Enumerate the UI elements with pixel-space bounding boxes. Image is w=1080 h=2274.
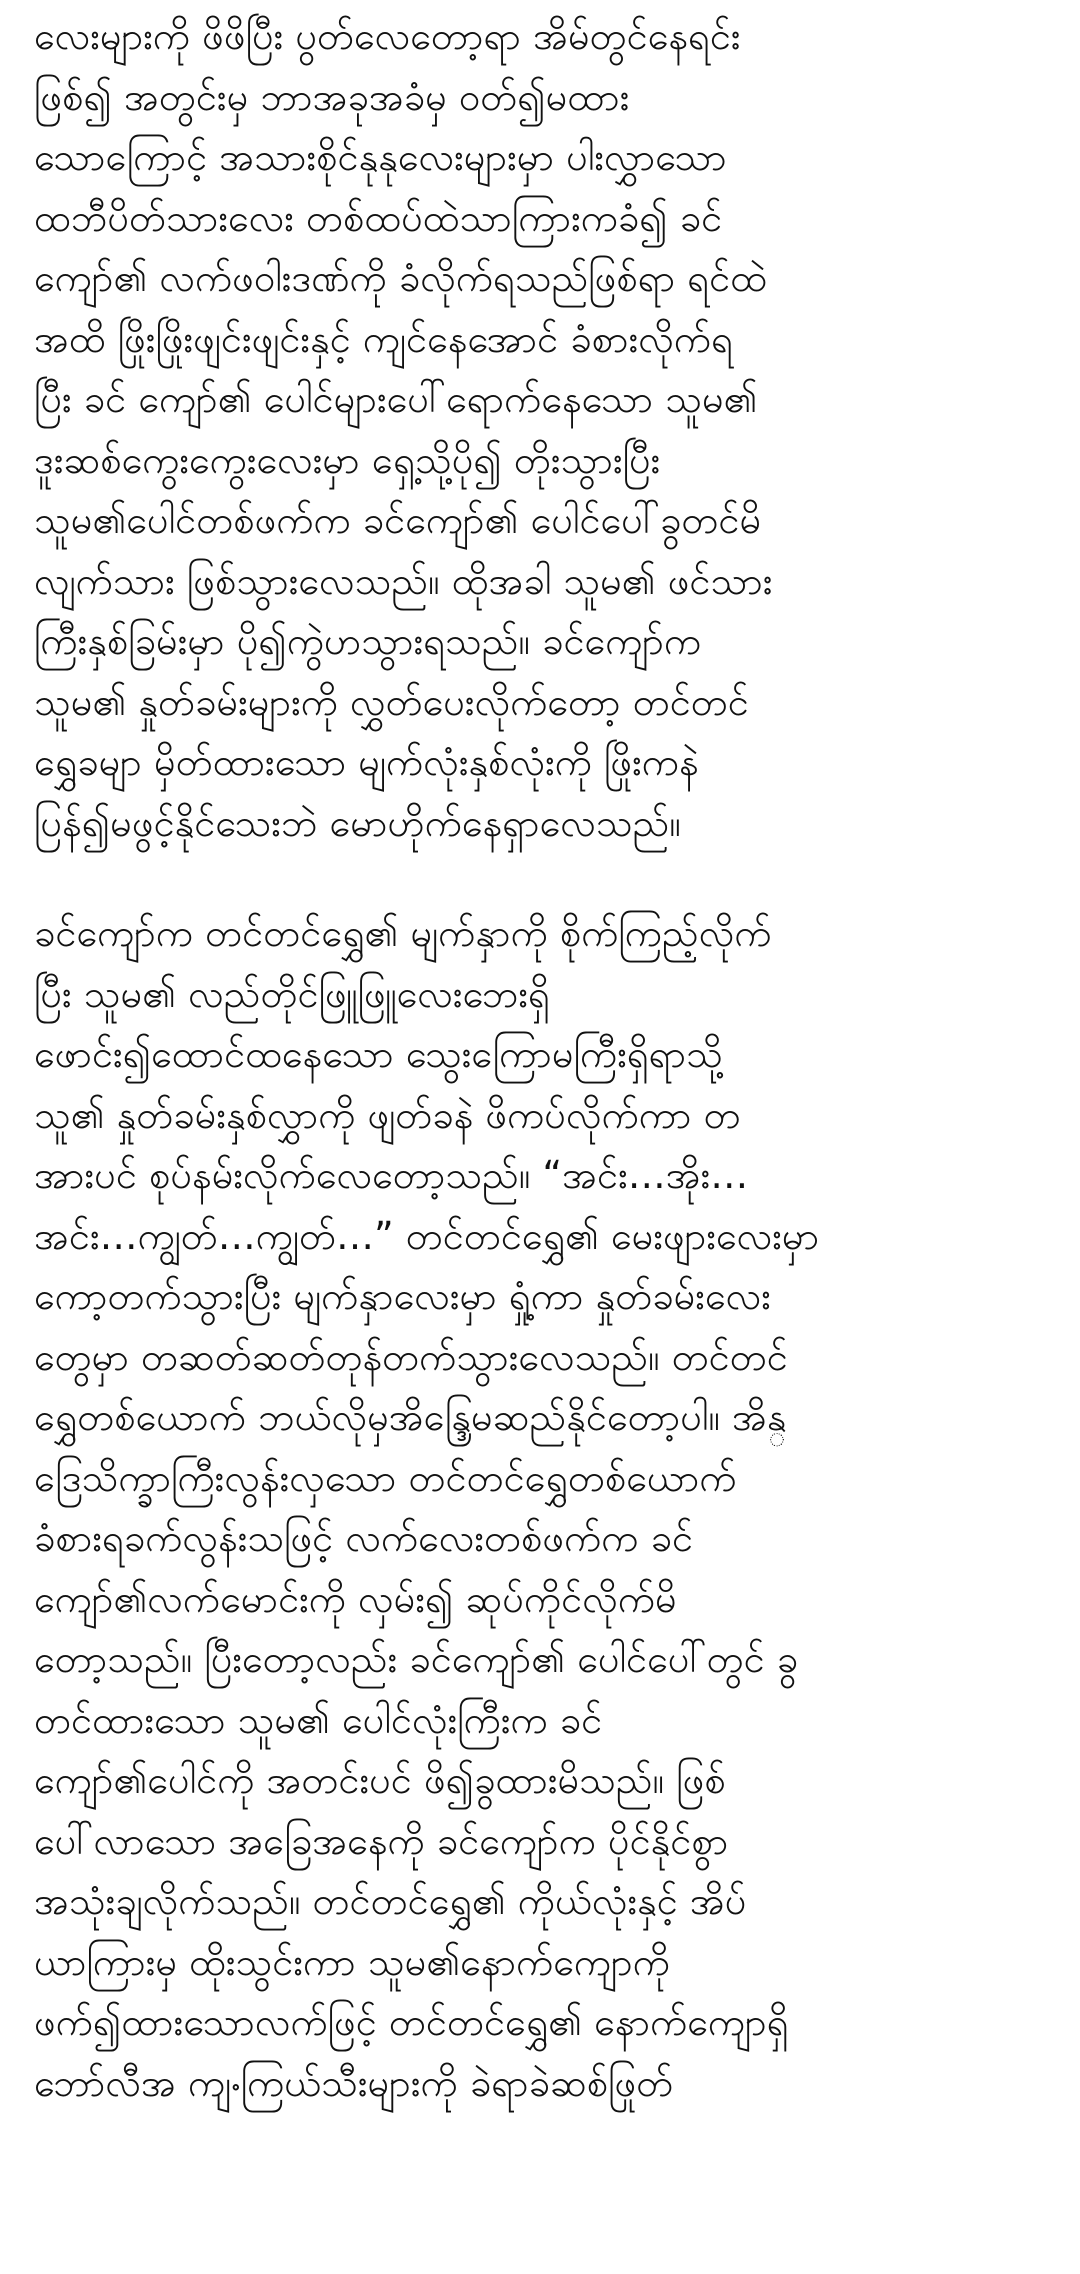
text-line: ကြီးနှစ်ခြမ်းမှာ ပို၍ကွဲဟသွားရသည်။ ခင်ကျော်က [34,619,702,663]
text-line: ဖြစ်၍ အတွင်းမှ ဘာအခုအခံမှ ဝတ်၍မထား [34,74,630,119]
text-line: ဘော်လီအ ကျႋကြယ်သီးများကို ခဲရာခဲဆစ်ဖြုတ် [34,2060,674,2105]
text-line: တော့သည်။ ပြီးတော့လည်း ခင်ကျော်၏ ပေါင်ပေါ်တွင် ခွ [34,1637,799,1681]
text-line: ရွှေတစ်ယောက် ဘယ်လိုမှအိန္ဒြေမဆည်နိုင်တော့ပါ။ အိန္ [34,1395,787,1439]
text-line: ကျော်၏ လက်ဖဝါးဒဏ်ကို ခံလိုက်ရသည်ဖြစ်ရာ ရင်ထဲ [34,256,767,300]
text-line: ပေါ်လာသော အခြေအနေကို ခင်ကျော်က ပိုင်နိုင်စွာ [34,1818,729,1863]
paragraph [34,0,1046,853]
text-line: တွေမှာ တဆတ်ဆတ်တုန်တက်သွားလေသည်။ တင်တင် [34,1334,788,1379]
text-line: ကျော်၏လက်မောင်းကို လှမ်း၍ ဆုပ်ကိုင်လိုက်မိ [34,1576,677,1621]
text-line: ထဘီပိတ်သားလေး တစ်ထပ်ထဲသာကြားကခံ၍ ခင် [34,195,723,240]
text-line: ဖောင်း၍ထောင်ထနေသော သွေးကြောမကြီးရှိရာသို့ [34,1032,723,1076]
text-line: ပြန်၍မဖွင့်နိုင်သေးဘဲ မောဟိုက်နေရှာလေသည်။ [34,800,681,845]
text-line: ခံစားရခက်လွန်းသဖြင့် လက်လေးတစ်ဖက်က ခင် [34,1516,694,1560]
text-line: ခင်ကျော်က တင်တင်ရွှေ၏ မျက်နှာကို စိုက်ကြည့်လိုက် [34,911,772,955]
text-line: ကျော်၏ပေါင်ကို အတင်းပင် ဖိ၍ခွထားမိသည်။ ဖြစ် [34,1758,726,1802]
text-line: လျက်သား ဖြစ်သွားလေသည်။ ထိုအခါ သူမ၏ ဖင်သား [34,558,773,603]
text-line: ပြီး ခင် ကျော်၏ ပေါင်များပေါ်ရောက်နေသော သူမ၏ [34,377,758,421]
text-line: တင်ထားသော သူမ၏ ပေါင်လုံးကြီးက ခင် [34,1697,603,1742]
text-line: ယာကြားမှ ထိုးသွင်းကာ သူမ၏နောက်ကျောကို [34,1939,670,1984]
text-line: သူမ၏ နှုတ်ခမ်းများကို လွှတ်ပေးလိုက်တော့ တင်တင် [34,679,749,724]
text-line: အထိ ဖြိုးဖြိုးဖျင်းဖျင်းနှင့် ကျင်နေအောင် ခံစားလိုက်ရ [34,316,733,361]
text-line: ဖက်၍ထားသောလက်ဖြင့် တင်တင်ရွှေ၏ နောက်ကျောရှိ [34,2000,789,2044]
text-line: အသုံးချလိုက်သည်။ တင်တင်ရွှေ၏ ကိုယ်လုံးနှင့် အိပ် [34,1879,747,1923]
text-line: သူ၏ နှုတ်ခမ်းနှစ်လွှာကို ဖျတ်ခနဲ ဖိကပ်လိုက်ကာ တ [34,1092,741,1137]
text-line: အားပင် စုပ်နမ်းလိုက်လေတော့သည်။ “အင်း…အိုး… [34,1153,749,1197]
text-line: ပြီး သူမ၏ လည်တိုင်ဖြူဖြူလေးဘေးရှိ [34,971,550,1016]
text-line: လေးများကို ဖိဖိပြီး ပွတ်လေတော့ရာ အိမ်တွင်နေရင်း [34,14,741,58]
text-line: သူမ၏ပေါင်တစ်ဖက်က ခင်ကျော်၏ ပေါင်ပေါ်ခွတင်မိ [34,498,762,542]
text-line: ဒူးဆစ်ကွေးကွေးလေးမှာ ရှေ့သို့ပို၍ တိုးသွားပြီး [34,437,661,482]
text-line: အင်း…ကျွတ်…ကျွတ်…” တင်တင်ရွှေ၏ မေးဖျားလေးမှာ [34,1213,820,1258]
text-line: သောကြောင့် အသားစိုင်နုနုလေးများမှာ ပါးလွှာသော [34,135,727,179]
text-line: ဒြေသိက္ခာကြီးလွန်းလှသော တင်တင်ရွှေတစ်ယောက် [34,1455,737,1500]
paragraph [34,903,1046,2113]
text-line: ရွှေခမျာ မှိတ်ထားသော မျက်လုံးနှစ်လုံးကို ဖြိုးကနဲ [34,740,699,784]
text-line: ကော့တက်သွားပြီး မျက်နှာလေးမှာ ရှုံ့ကာ နှုတ်ခမ်းလေး [34,1274,771,1318]
